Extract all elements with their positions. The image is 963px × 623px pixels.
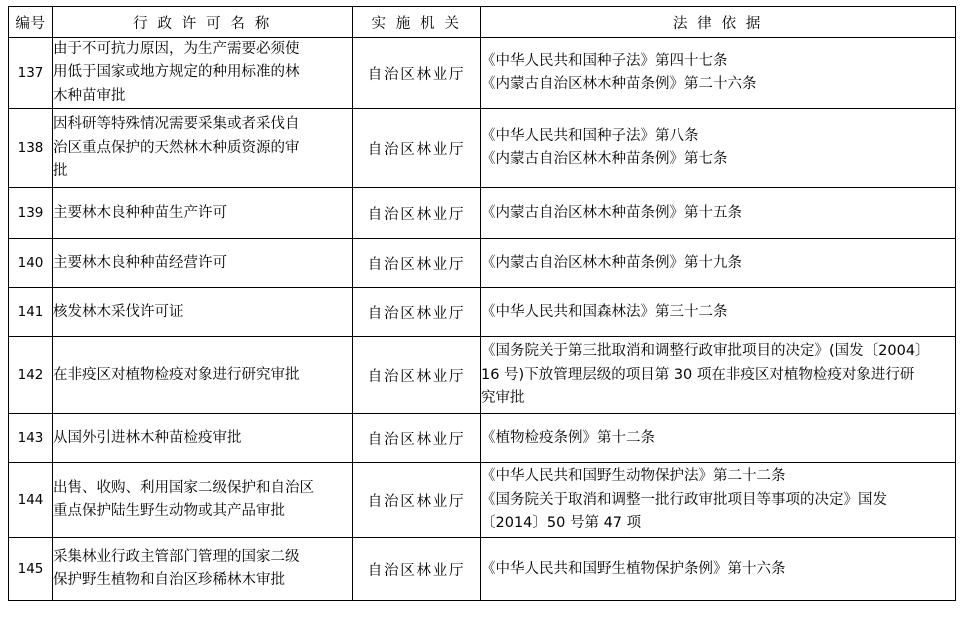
cell-organization: 自治区林业厅 xyxy=(353,414,481,463)
text-line: 《中华人民共和国种子法》第八条 xyxy=(481,127,699,144)
text-line: 《国务院关于第三批取消和调整行政审批项目的决定》(国发〔2004〕 xyxy=(481,343,930,360)
header-basis: 法 律 依 据 xyxy=(481,7,956,38)
table-row xyxy=(9,337,956,414)
text-line: 因科研等特殊情况需要采集或者采伐自 xyxy=(53,116,300,133)
text-line: 保护野生植物和自治区珍稀林木审批 xyxy=(53,572,285,589)
table-row xyxy=(9,288,956,337)
cell-no: 138 xyxy=(9,109,53,188)
cell-organization: 自治区林业厅 xyxy=(353,463,481,538)
text-line: 16 号)下放管理层级的项目第 30 项在非疫区对植物检疫对象进行研 xyxy=(481,366,915,383)
cell-no: 142 xyxy=(9,337,53,414)
text-line: 《内蒙古自治区林木种苗条例》第七条 xyxy=(481,151,728,168)
text-line: 《国务院关于取消和调整一批行政审批项目等事项的决定》国发 xyxy=(481,491,887,508)
cell-legal-basis xyxy=(481,38,956,109)
cell-no: 144 xyxy=(9,463,53,538)
header-no: 编号 xyxy=(9,7,53,38)
administrative-permit-table xyxy=(8,6,956,601)
cell-organization: 自治区林业厅 xyxy=(353,337,481,414)
cell-organization: 自治区林业厅 xyxy=(353,288,481,337)
cell-permit-name xyxy=(53,538,353,601)
table-row xyxy=(9,239,956,288)
cell-permit-name xyxy=(53,109,353,188)
table-header xyxy=(9,7,956,38)
cell-legal-basis xyxy=(481,109,956,188)
header-name: 行 政 许 可 名 称 xyxy=(53,7,353,38)
table-row xyxy=(9,38,956,109)
text-line: 《中华人民共和国野生动物保护法》第二十二条 xyxy=(481,468,786,485)
text-line: 《内蒙古自治区林木种苗条例》第十五条 xyxy=(481,204,742,221)
text-line: 主要林木良种种苗经营许可 xyxy=(53,254,227,271)
table-row xyxy=(9,188,956,239)
cell-legal-basis xyxy=(481,288,956,337)
cell-no: 140 xyxy=(9,239,53,288)
text-line: 核发林木采伐许可证 xyxy=(53,303,184,320)
cell-no: 143 xyxy=(9,414,53,463)
text-line: 出售、收购、利用国家二级保护和自治区 xyxy=(53,479,314,496)
cell-permit-name xyxy=(53,288,353,337)
text-line: 《中华人民共和国野生植物保护条例》第十六条 xyxy=(481,560,786,577)
cell-legal-basis xyxy=(481,463,956,538)
table-row xyxy=(9,538,956,601)
cell-permit-name xyxy=(53,38,353,109)
cell-organization: 自治区林业厅 xyxy=(353,239,481,288)
cell-no: 139 xyxy=(9,188,53,239)
cell-organization: 自治区林业厅 xyxy=(353,188,481,239)
text-line: 从国外引进林木种苗检疫审批 xyxy=(53,429,242,446)
text-line: 〔2014〕50 号第 47 项 xyxy=(481,515,642,532)
cell-permit-name xyxy=(53,188,353,239)
text-line: 重点保护陆生野生动物或其产品审批 xyxy=(53,503,285,520)
cell-permit-name xyxy=(53,414,353,463)
cell-organization: 自治区林业厅 xyxy=(353,38,481,109)
cell-organization: 自治区林业厅 xyxy=(353,538,481,601)
text-line: 《中华人民共和国种子法》第四十七条 xyxy=(481,52,728,69)
text-line: 由于不可抗力原因，为生产需要必须使 xyxy=(53,41,300,57)
text-line: 在非疫区对植物检疫对象进行研究审批 xyxy=(53,366,300,383)
cell-legal-basis xyxy=(481,188,956,239)
text-line: 用低于国家或地方规定的种用标准的林 xyxy=(53,64,300,81)
header-org: 实 施 机 关 xyxy=(353,7,481,38)
cell-legal-basis xyxy=(481,538,956,601)
text-line: 治区重点保护的天然林木种质资源的审 xyxy=(53,139,300,156)
text-line: 采集林业行政主管部门管理的国家二级 xyxy=(53,548,300,565)
cell-legal-basis xyxy=(481,239,956,288)
cell-no: 137 xyxy=(9,38,53,109)
text-line: 《植物检疫条例》第十二条 xyxy=(481,429,655,446)
table-header-row xyxy=(9,7,956,38)
table-body xyxy=(9,38,956,601)
cell-organization: 自治区林业厅 xyxy=(353,109,481,188)
cell-no: 141 xyxy=(9,288,53,337)
text-line: 《中华人民共和国森林法》第三十二条 xyxy=(481,303,728,320)
text-line: 主要林木良种种苗生产许可 xyxy=(53,204,227,221)
table-row xyxy=(9,463,956,538)
text-line: 《内蒙古自治区林木种苗条例》第十九条 xyxy=(481,254,742,271)
text-line: 究审批 xyxy=(481,390,525,407)
cell-no: 145 xyxy=(9,538,53,601)
text-line: 批 xyxy=(53,163,68,180)
cell-permit-name xyxy=(53,337,353,414)
cell-legal-basis xyxy=(481,337,956,414)
cell-permit-name xyxy=(53,239,353,288)
text-line: 木种苗审批 xyxy=(53,87,126,104)
cell-legal-basis xyxy=(481,414,956,463)
table-row xyxy=(9,109,956,188)
table-row xyxy=(9,414,956,463)
cell-permit-name xyxy=(53,463,353,538)
text-line: 《内蒙古自治区林木种苗条例》第二十六条 xyxy=(481,76,757,93)
